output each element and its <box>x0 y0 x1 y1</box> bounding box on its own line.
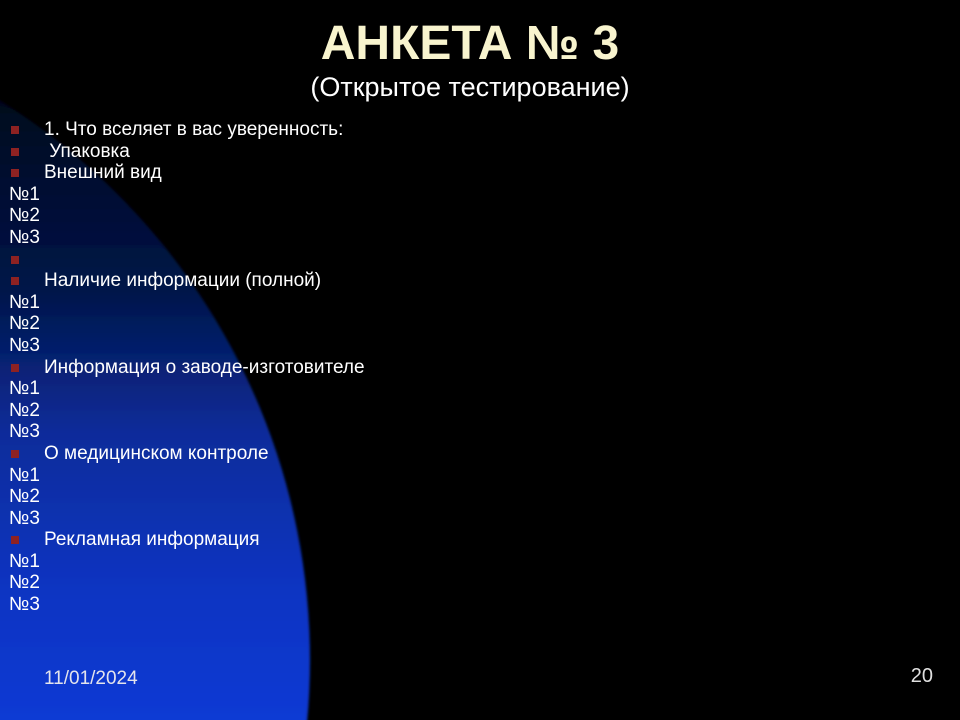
slide-subtitle: (Открытое тестирование) <box>310 71 630 102</box>
page-number: 20 <box>910 665 933 687</box>
list-item <box>0 162 560 184</box>
list-item-text: №2 <box>9 399 40 421</box>
list-item-text: №1 <box>9 378 40 400</box>
list-item-text: Наличие информации (полной) <box>44 270 322 292</box>
list-item <box>0 357 560 379</box>
list-item <box>0 292 560 314</box>
list-item <box>0 119 560 141</box>
list-item <box>0 551 560 573</box>
list-item <box>0 205 560 227</box>
list-item <box>0 270 560 292</box>
list-item-text: №3 <box>9 421 40 443</box>
list-item-text: №3 <box>9 507 40 529</box>
list-item <box>0 465 560 487</box>
list-item-text: №2 <box>9 205 40 227</box>
list-item <box>0 443 560 465</box>
list-item-text: Внешний вид <box>44 162 162 184</box>
footer-date: 11/01/2024 <box>44 668 138 689</box>
list-item-text: Информация о заводе-изготовителе <box>44 356 365 378</box>
list-item <box>0 378 560 400</box>
list-item-text: №2 <box>9 572 40 594</box>
bullet-square-icon <box>11 450 19 458</box>
list-item <box>0 594 560 616</box>
list-item-text: №2 <box>9 486 40 508</box>
list-item <box>0 313 560 335</box>
list-item-text: №1 <box>9 183 40 205</box>
list-item <box>0 486 560 508</box>
list-item-text: Упаковка <box>44 140 130 162</box>
list-item-text: №1 <box>9 464 40 486</box>
list-item <box>0 572 560 594</box>
list-item-text: 1. Что вселяет в вас уверенность: <box>44 119 344 140</box>
list-item <box>0 400 560 422</box>
list-item-text: №3 <box>9 226 40 248</box>
bullet-square-icon <box>11 148 19 156</box>
bullet-square-icon <box>11 169 19 177</box>
list-item-text: №1 <box>9 291 40 313</box>
bullet-square-icon <box>11 256 19 264</box>
list-item-text: №3 <box>9 334 40 356</box>
list-item <box>0 141 560 163</box>
title-block <box>0 18 940 102</box>
list-item <box>0 529 560 551</box>
list-item <box>0 335 560 357</box>
bullet-square-icon <box>11 277 19 285</box>
list-item <box>0 227 560 249</box>
list-item <box>0 249 560 271</box>
list-item-text: №1 <box>9 550 40 572</box>
bullet-square-icon <box>11 536 19 544</box>
list-item <box>0 184 560 206</box>
list-item <box>0 421 560 443</box>
slide-title: АНКЕТА № 3 <box>320 17 620 70</box>
list-item-text: О медицинском контроле <box>44 442 269 464</box>
list-item-text: Рекламная информация <box>44 529 260 551</box>
list-item-text: №2 <box>9 313 40 335</box>
bullet-square-icon <box>11 364 19 372</box>
bullet-square-icon <box>11 126 19 134</box>
list-item-text: №3 <box>9 594 40 616</box>
list-item <box>0 508 560 530</box>
bullet-list <box>0 119 560 616</box>
